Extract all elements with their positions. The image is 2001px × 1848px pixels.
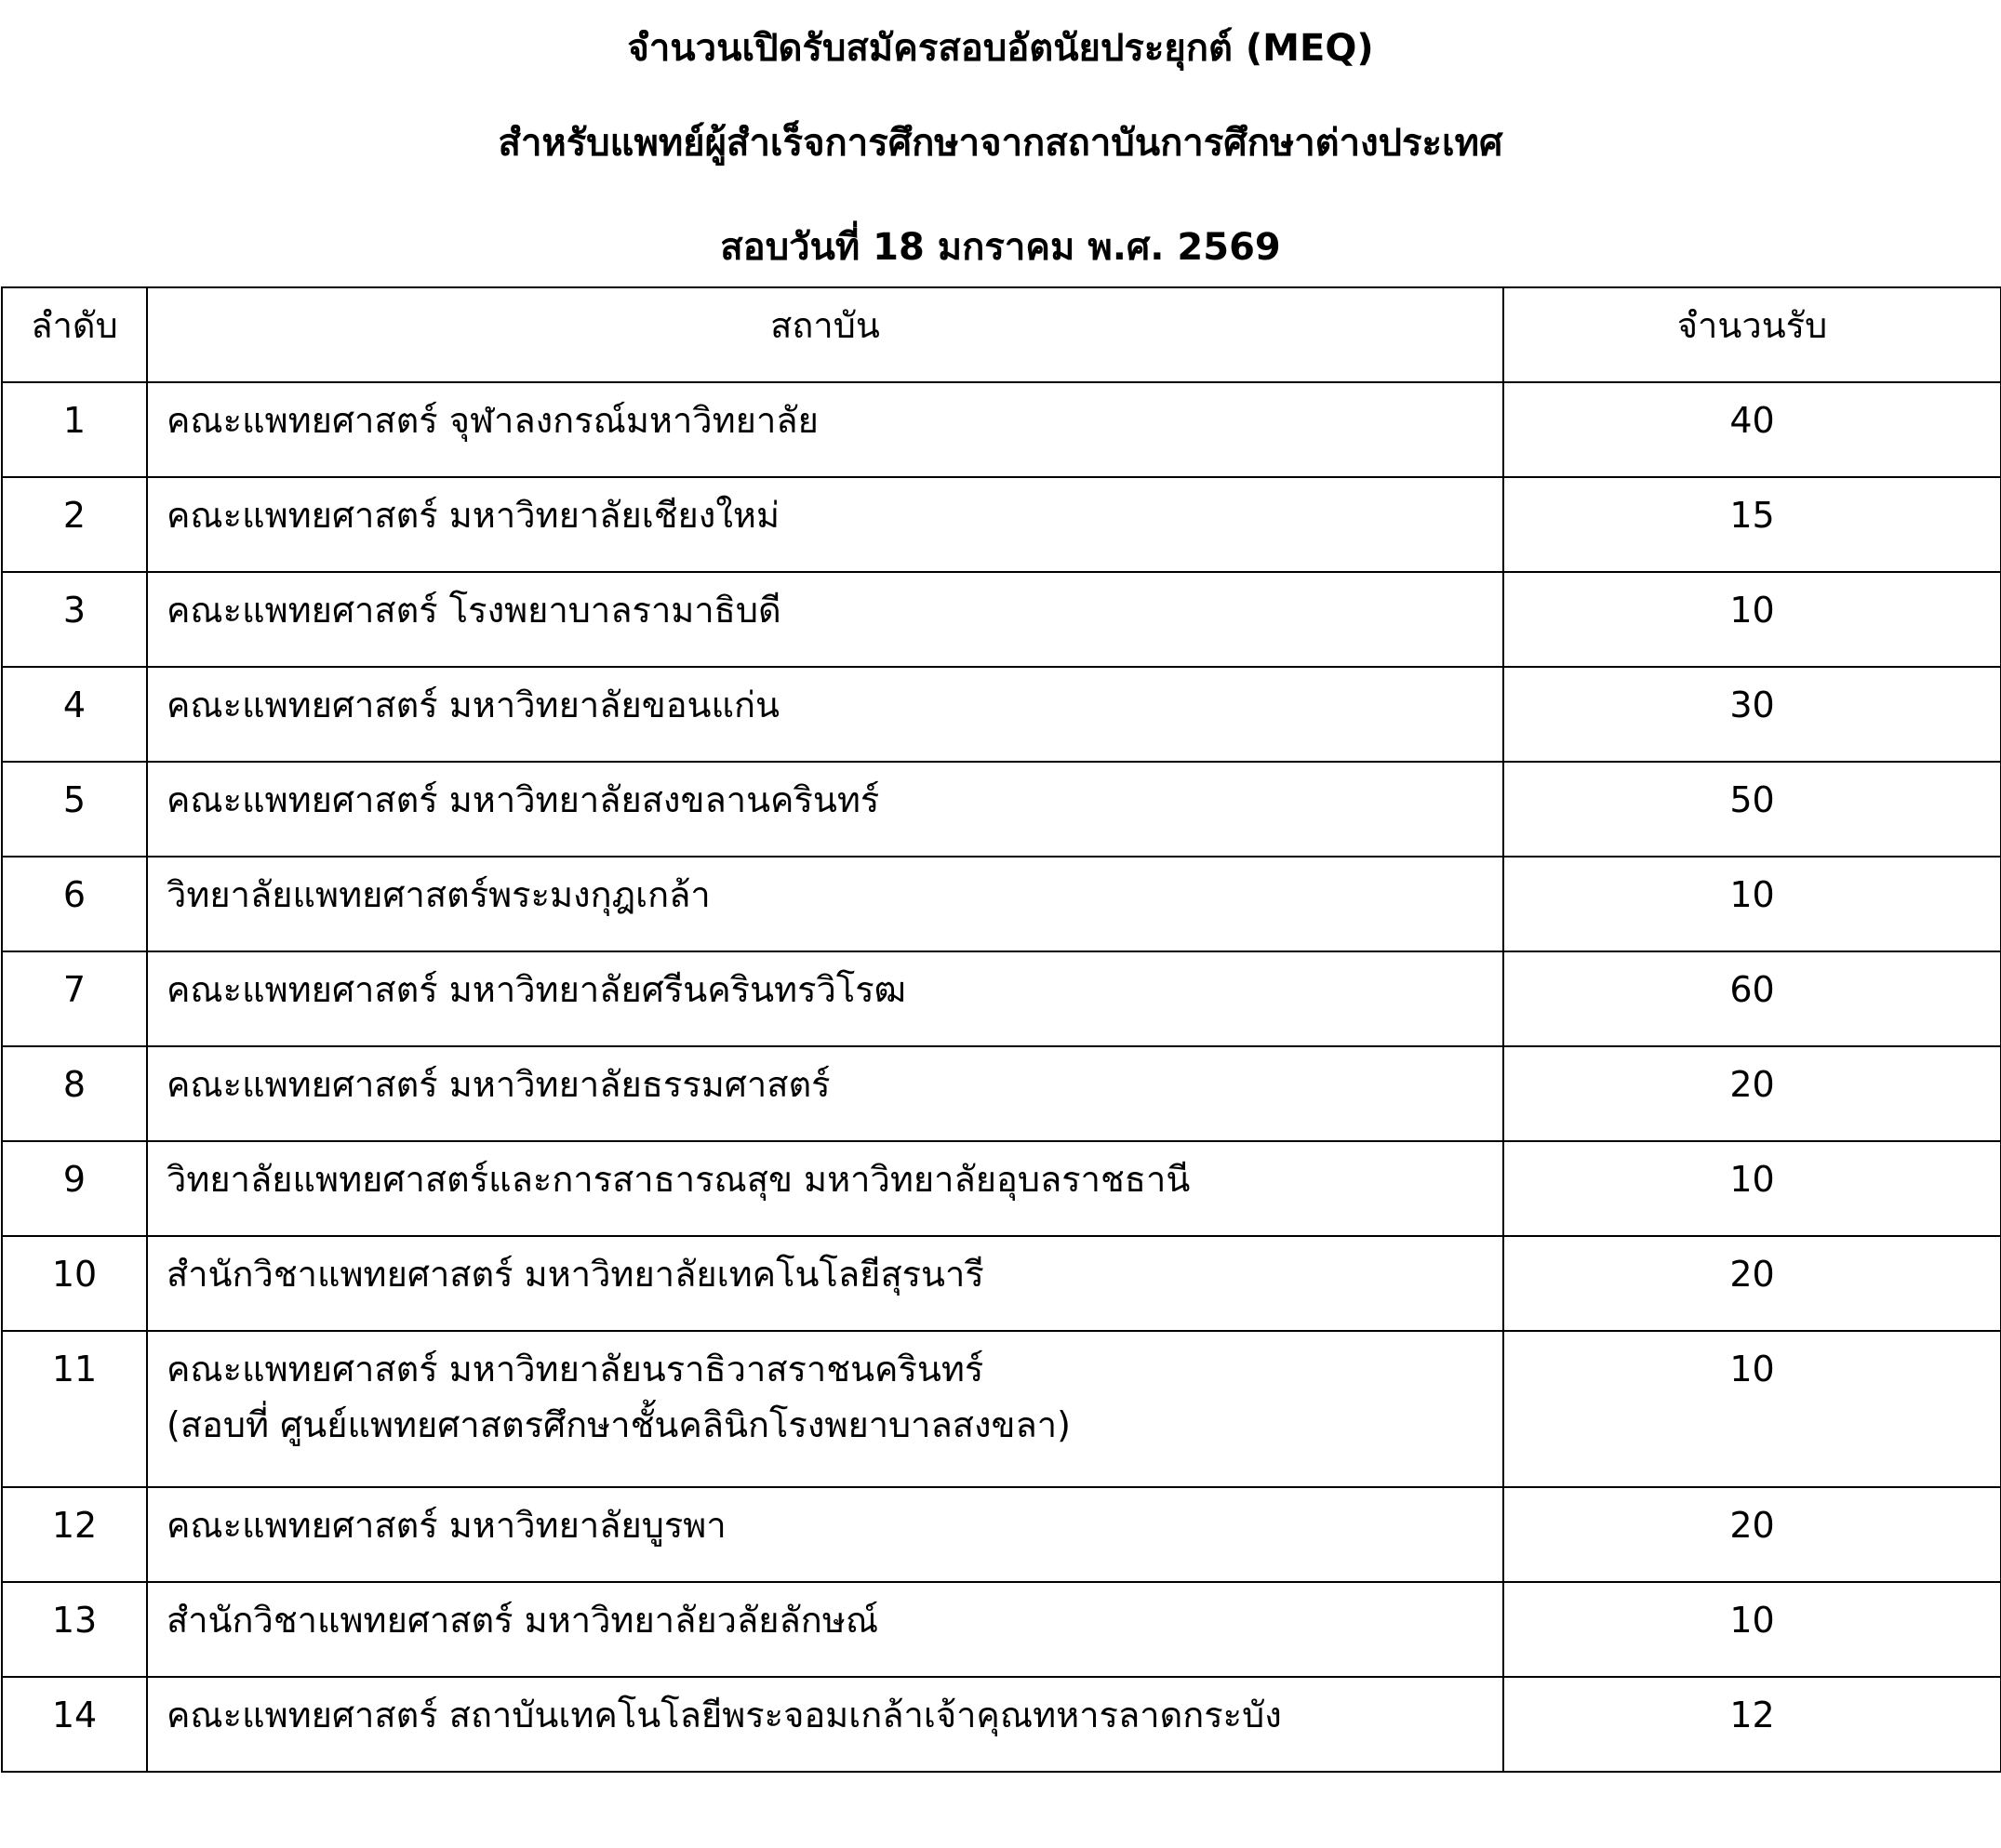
row-no: 12 <box>2 1487 147 1582</box>
row-institution: สำนักวิชาแพทยศาสตร์ มหาวิทยาลัยวลัยลักษณ์ <box>147 1582 1503 1677</box>
row-no: 11 <box>2 1331 147 1487</box>
header-quota: จำนวนรับ <box>1503 287 2001 382</box>
row-quota: 10 <box>1503 1331 2001 1487</box>
row-institution: คณะแพทยศาสตร์ มหาวิทยาลัยบูรพา <box>147 1487 1503 1582</box>
table-header-row <box>2 287 2001 382</box>
row-quota: 20 <box>1503 1487 2001 1582</box>
row-quota: 12 <box>1503 1677 2001 1772</box>
table-row <box>2 572 2001 667</box>
row-institution: คณะแพทยศาสตร์ มหาวิทยาลัยธรรมศาสตร์ <box>147 1046 1503 1141</box>
table-row <box>2 1677 2001 1772</box>
page-title: จำนวนเปิดรับสมัครสอบอัตนัยประยุกต์ (MEQ) <box>627 27 1374 70</box>
row-institution: สำนักวิชาแพทยศาสตร์ มหาวิทยาลัยเทคโนโลยีสุรนารี <box>147 1236 1503 1331</box>
row-quota: 10 <box>1503 857 2001 951</box>
row-no: 5 <box>2 762 147 857</box>
row-no: 4 <box>2 667 147 762</box>
row-quota: 50 <box>1503 762 2001 857</box>
row-institution: วิทยาลัยแพทยศาสตร์พระมงกุฎเกล้า <box>147 857 1503 951</box>
row-no: 1 <box>2 382 147 477</box>
header-institution: สถาบัน <box>147 287 1503 382</box>
row-no: 9 <box>2 1141 147 1236</box>
row-institution: คณะแพทยศาสตร์ มหาวิทยาลัยขอนแก่น <box>147 667 1503 762</box>
row-institution-cell <box>147 1331 1503 1487</box>
row-quota: 60 <box>1503 951 2001 1046</box>
table-row <box>2 1236 2001 1331</box>
row-institution: คณะแพทยศาสตร์ มหาวิทยาลัยสงขลานครินทร์ <box>147 762 1503 857</box>
row-no: 2 <box>2 477 147 572</box>
table-row <box>2 667 2001 762</box>
table-row <box>2 857 2001 951</box>
row-no: 8 <box>2 1046 147 1141</box>
header-no: ลำดับ <box>2 287 147 382</box>
table-row <box>2 1141 2001 1236</box>
row-institution: วิทยาลัยแพทยศาสตร์และการสาธารณสุข มหาวิทยาลัยอุบลราชธานี <box>147 1141 1503 1236</box>
row-quota: 10 <box>1503 572 2001 667</box>
row-quota: 10 <box>1503 1582 2001 1677</box>
page-subtitle: สำหรับแพทย์ผู้สำเร็จการศึกษาจากสถาบันการศึกษาต่างประเทศ <box>498 122 1503 165</box>
table-row <box>2 951 2001 1046</box>
row-no: 14 <box>2 1677 147 1772</box>
table-row <box>2 1582 2001 1677</box>
table-row <box>2 477 2001 572</box>
row-no: 13 <box>2 1582 147 1677</box>
row-quota: 20 <box>1503 1236 2001 1331</box>
row-institution: คณะแพทยศาสตร์ จุฬาลงกรณ์มหาวิทยาลัย <box>147 382 1503 477</box>
row-no: 7 <box>2 951 147 1046</box>
table-row <box>2 1046 2001 1141</box>
row-institution: คณะแพทยศาสตร์ โรงพยาบาลรามาธิบดี <box>147 572 1503 667</box>
row-no: 3 <box>2 572 147 667</box>
quota-table <box>1 286 2001 1773</box>
row-quota: 15 <box>1503 477 2001 572</box>
row-institution: คณะแพทยศาสตร์ มหาวิทยาลัยเชียงใหม่ <box>147 477 1503 572</box>
row-quota: 10 <box>1503 1141 2001 1236</box>
row-institution: คณะแพทยศาสตร์ สถาบันเทคโนโลยีพระจอมเกล้าเจ้าคุณทหารลาดกระบัง <box>147 1677 1503 1772</box>
row-quota: 40 <box>1503 382 2001 477</box>
table-row <box>2 762 2001 857</box>
row-quota: 20 <box>1503 1046 2001 1141</box>
table-row <box>2 1487 2001 1582</box>
row-no: 10 <box>2 1236 147 1331</box>
row-institution: คณะแพทยศาสตร์ มหาวิทยาลัยนราธิวาสราชนครินทร์ <box>167 1349 984 1389</box>
row-institution: คณะแพทยศาสตร์ มหาวิทยาลัยศรีนครินทรวิโรฒ <box>147 951 1503 1046</box>
exam-date: สอบวันที่ 18 มกราคม พ.ศ. 2569 <box>720 226 1281 269</box>
table-row <box>2 382 2001 477</box>
table-row <box>2 1331 2001 1487</box>
row-no: 6 <box>2 857 147 951</box>
row-quota: 30 <box>1503 667 2001 762</box>
row-institution-note: (สอบที่ ศูนย์แพทยศาสตรศึกษาชั้นคลินิกโรงพยาบาลสงขลา) <box>167 1404 1071 1445</box>
